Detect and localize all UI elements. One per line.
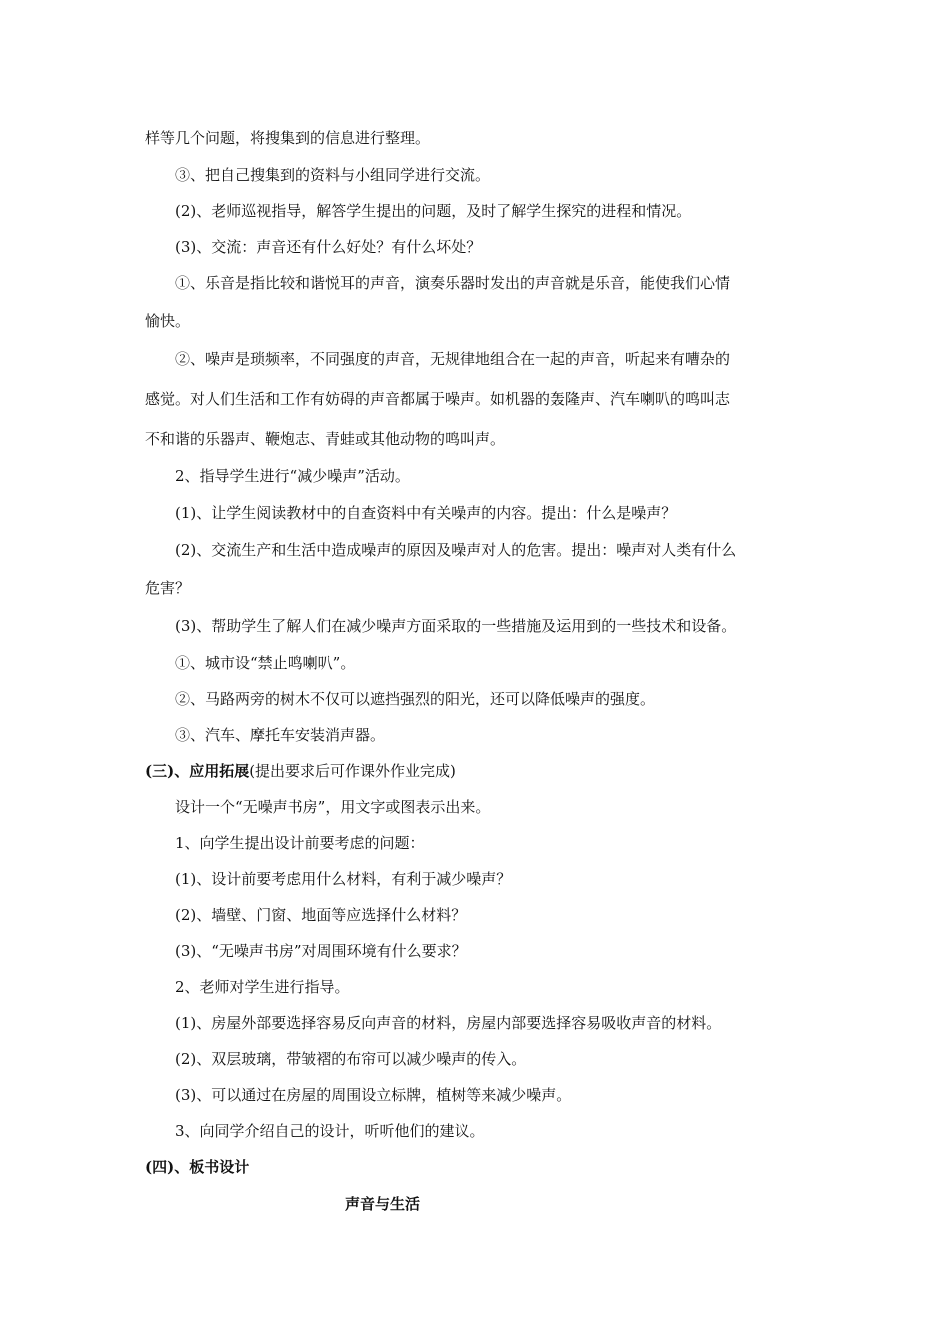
paragraph-line: 愉快。: [145, 312, 191, 330]
paragraph-line: (2)、墙壁、门窗、地面等应选择什么材料？: [175, 906, 467, 924]
board-design-title: 声音与生活: [345, 1195, 421, 1213]
paragraph-line: (2)、老师巡视指导，解答学生提出的问题，及时了解学生探究的进程和情况。: [175, 202, 692, 220]
paragraph-line: (3)、交流：声音还有什么好处？有什么坏处？: [175, 238, 482, 256]
paragraph-line: (2)、交流生产和生活中造成噪声的原因及噪声对人的危害。提出：噪声对人类有什么: [175, 541, 737, 559]
section-heading-3-note: (提出要求后可作课外作业完成): [249, 762, 456, 780]
paragraph-line: 1、向学生提出设计前要考虑的问题：: [175, 834, 425, 852]
paragraph-line: (1)、设计前要考虑用什么材料，有利于减少噪声？: [175, 870, 512, 888]
paragraph-line: ①、城市设“禁止鸣喇叭”。: [175, 654, 356, 672]
section-heading-4: (四)、板书设计: [145, 1158, 250, 1176]
paragraph-line: (3)、“无噪声书房”对周围环境有什么要求？: [175, 942, 467, 960]
paragraph-line: (3)、可以通过在房屋的周围设立标牌，植树等来减少噪声。: [175, 1086, 572, 1104]
section-heading-3: [145, 761, 810, 781]
paragraph-line: (1)、房屋外部要选择容易反向声音的材料，房屋内部要选择容易吸收声音的材料。: [175, 1014, 722, 1032]
paragraph-line: 不和谐的乐器声、鞭炮志、青蛙或其他动物的鸣叫声。: [145, 430, 506, 448]
paragraph-line: ③、把自己搜集到的资料与小组同学进行交流。: [175, 166, 491, 184]
paragraph-line: 2、指导学生进行“减少噪声”活动。: [175, 467, 410, 485]
paragraph-line: 样等几个问题，将搜集到的信息进行整理。: [145, 129, 431, 147]
paragraph-line: ③、汽车、摩托车安装消声器。: [175, 726, 386, 744]
paragraph-line: (1)、让学生阅读教材中的自查资料中有关噪声的内容。提出：什么是噪声？: [175, 504, 677, 522]
paragraph-line: (3)、帮助学生了解人们在减少噪声方面采取的一些措施及运用到的一些技术和设备。: [175, 617, 737, 635]
paragraph-line: 3、向同学介绍自己的设计，听听他们的建议。: [175, 1122, 485, 1140]
paragraph-line: 感觉。对人们生活和工作有妨碍的声音都属于噪声。如机器的轰隆声、汽车喇叭的鸣叫志: [145, 390, 731, 408]
paragraph-line: ②、马路两旁的树木不仅可以遮挡强烈的阳光，还可以降低噪声的强度。: [175, 690, 656, 708]
paragraph-line: (2)、双层玻璃，带皱褶的布帘可以减少噪声的传入。: [175, 1050, 527, 1068]
section-heading-3-title: (三)、应用拓展: [145, 762, 250, 780]
paragraph-line: ②、噪声是琐频率，不同强度的声音，无规律地组合在一起的声音，听起来有嘈杂的: [175, 350, 731, 368]
paragraph-line: ①、乐音是指比较和谐悦耳的声音，演奏乐器时发出的声音就是乐音，能使我们心情: [175, 274, 731, 292]
paragraph-line: 设计一个“无噪声书房”，用文字或图表示出来。: [175, 798, 491, 816]
paragraph-line: 危害？: [145, 579, 191, 597]
paragraph-line: 2、老师对学生进行指导。: [175, 978, 350, 996]
